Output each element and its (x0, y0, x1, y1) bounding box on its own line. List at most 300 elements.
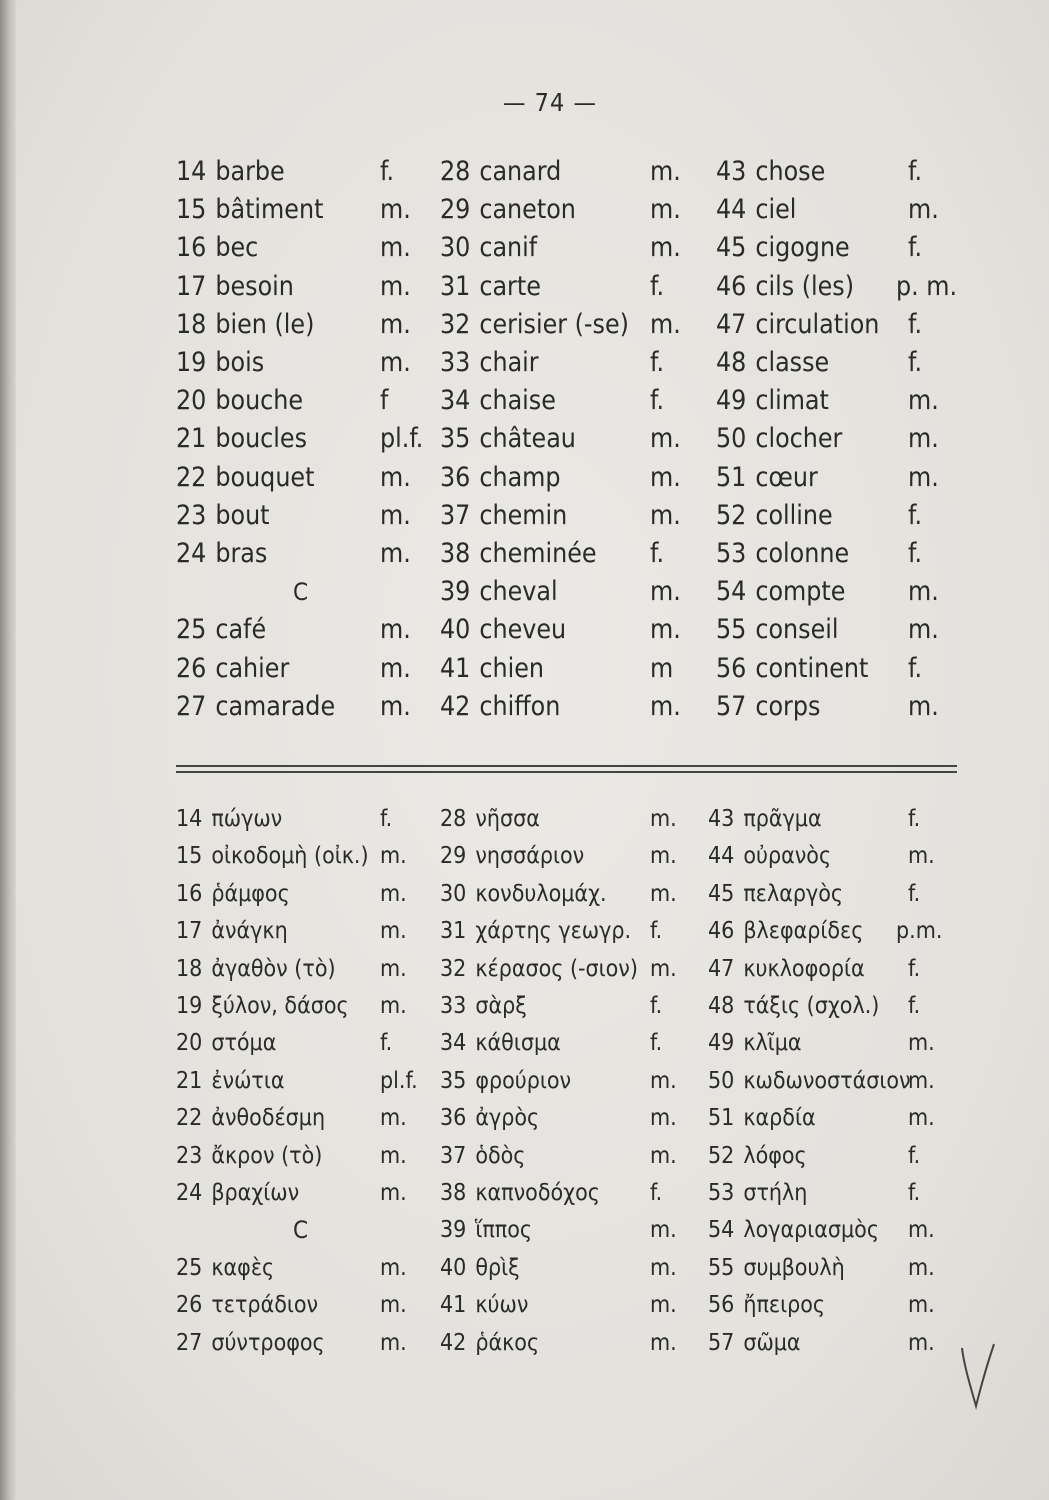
entry-number: 21 (176, 1067, 203, 1094)
entry-gender: f. (908, 806, 921, 832)
entry-gender: m. (380, 538, 411, 569)
entry-word: clocher (755, 423, 843, 455)
entry-number: 25 (176, 1254, 203, 1281)
entry-word: νῆσσα (475, 806, 540, 832)
entry-row (0, 1286, 1049, 1324)
entry-gender: f. (380, 156, 395, 187)
entry-gender: f. (650, 1180, 663, 1206)
entry-word: canif (479, 232, 538, 264)
entry-term (708, 987, 879, 1025)
entry-row (0, 950, 1049, 988)
entry-word: νησσάριον (475, 843, 585, 870)
entry-word: κάθισμα (475, 1030, 561, 1057)
entry-gender: m. (380, 1292, 407, 1319)
entry-word: climat (755, 385, 829, 417)
entry-term (716, 535, 849, 573)
entry-number: 25 (176, 614, 207, 646)
entry-term (708, 1249, 845, 1287)
entry-word: champ (479, 461, 561, 493)
entry-term (708, 837, 831, 875)
entry-number: 40 (440, 1254, 467, 1281)
entry-gender: m (650, 652, 674, 684)
entry-word: carte (479, 270, 541, 302)
entry-gender: m. (380, 690, 411, 722)
entry-gender: m. (908, 690, 939, 722)
entry-number: 20 (176, 385, 207, 417)
entry-gender: f. (908, 347, 923, 378)
entry-row (0, 1249, 1049, 1287)
entry-gender: m. (650, 461, 681, 493)
entry-term (708, 1137, 807, 1175)
entry-number: 49 (708, 1030, 735, 1057)
entry-gender: m. (380, 1180, 407, 1206)
entry-word: λογαριασμὸς (743, 1217, 879, 1244)
entry-number: 38 (440, 538, 471, 569)
entry-number: 26 (176, 652, 207, 684)
entry-number: 48 (708, 993, 735, 1019)
handwritten-check-mark (958, 1340, 998, 1410)
entry-word: barbe (215, 156, 285, 187)
entry-row (0, 987, 1049, 1025)
entry-word: καφὲς (211, 1254, 275, 1281)
entry-term (716, 420, 842, 458)
entry-row (0, 1024, 1049, 1062)
entry-word: bec (215, 232, 259, 264)
entry-number: 43 (716, 156, 747, 187)
entry-term (708, 912, 863, 950)
entry-word: ξύλον, δάσος (211, 993, 349, 1019)
entry-gender: pl.f. (380, 423, 424, 455)
separator-rule-top (176, 765, 957, 767)
entry-row (0, 837, 1049, 875)
entry-word: ciel (755, 194, 797, 226)
entry-term (708, 1099, 816, 1137)
entry-word: βλεφαρίδες (743, 918, 864, 945)
entry-word: chaise (479, 385, 556, 417)
entry-term (708, 1286, 825, 1324)
entry-number: 50 (716, 423, 747, 455)
entry-word: ἀγρὸς (475, 1105, 540, 1132)
entry-number: 42 (440, 690, 471, 722)
entry-term (716, 191, 796, 229)
entry-number: 21 (176, 423, 207, 455)
entry-number: 27 (176, 690, 207, 722)
entry-gender: m. (380, 1254, 407, 1281)
entry-number: 33 (440, 993, 467, 1019)
entry-word: ἐνώτια (211, 1067, 285, 1094)
entry-word: bâtiment (215, 194, 324, 226)
entry-word: café (215, 614, 267, 646)
entry-gender: m. (650, 308, 681, 340)
entry-gender: m. (650, 194, 681, 226)
entry-gender: m. (380, 232, 411, 264)
entry-gender: m. (650, 843, 677, 870)
entry-word: circulation (755, 308, 880, 340)
entry-gender: m. (908, 194, 939, 226)
entry-word: chiffon (479, 690, 561, 722)
entry-gender: p. m. (896, 270, 958, 302)
entry-term (716, 688, 820, 726)
entry-word: canard (479, 156, 562, 187)
entry-number: 55 (708, 1254, 735, 1281)
entry-gender: m. (908, 461, 939, 493)
entry-number: 33 (440, 347, 471, 378)
entry-gender: f. (908, 880, 921, 907)
entry-word: κύων (475, 1292, 529, 1319)
entry-word: οὐρανὸς (743, 843, 832, 870)
entry-number: 30 (440, 232, 471, 264)
entry-row (0, 1324, 1049, 1362)
entry-gender: f. (908, 1180, 921, 1206)
entry-word: συμβουλὴ (743, 1254, 845, 1281)
entry-number: 53 (716, 538, 747, 569)
entry-gender: m. (650, 232, 681, 264)
entry-number: 20 (176, 1030, 203, 1057)
entry-gender: f. (908, 652, 923, 684)
entry-gender: f. (908, 232, 923, 264)
entry-number: 28 (440, 806, 467, 832)
entry-gender: m. (650, 156, 681, 187)
entry-gender: f. (908, 156, 923, 187)
entry-gender: m. (650, 1067, 677, 1094)
entry-word: κυκλοφορία (743, 955, 865, 982)
entry-word: bras (215, 538, 268, 569)
entry-term (716, 268, 854, 306)
entry-number: 40 (440, 614, 471, 646)
entry-number: 39 (440, 1217, 467, 1244)
entry-row (0, 306, 1049, 344)
entry-gender: m. (650, 423, 681, 455)
entry-gender: m. (908, 1292, 935, 1319)
entry-term (716, 306, 879, 344)
entry-word: caneton (479, 194, 576, 226)
entry-number: 38 (440, 1180, 467, 1206)
entry-gender: f. (650, 385, 665, 417)
entry-number: 35 (440, 423, 471, 455)
entry-number: 44 (716, 194, 747, 226)
entry-word: πώγων (211, 806, 283, 832)
entry-number: 35 (440, 1067, 467, 1094)
entry-word: κωδωνοστάσιον (743, 1067, 911, 1094)
entry-word: σύντροφος (211, 1329, 325, 1356)
entry-number: 30 (440, 880, 467, 907)
entry-gender: m. (908, 614, 939, 646)
entry-gender: m. (380, 843, 407, 870)
entry-word: ἄκρον (τὸ) (211, 1142, 323, 1169)
entry-number: 42 (440, 1329, 467, 1356)
entry-number: 56 (708, 1292, 735, 1319)
entry-row (0, 420, 1049, 458)
entry-word: κονδυλομάχ. (475, 880, 607, 907)
entry-row (0, 229, 1049, 267)
entry-gender: f. (908, 308, 923, 340)
entry-word: σὰρξ (475, 993, 527, 1019)
entry-word: chien (479, 652, 544, 684)
entry-gender: m. (380, 270, 411, 302)
entry-term (708, 1174, 807, 1212)
entry-number: 27 (176, 1329, 203, 1356)
entry-word: ἀνάγκη (211, 918, 288, 945)
entry-term (716, 344, 829, 382)
entry-row (0, 191, 1049, 229)
entry-word: καρδία (743, 1105, 816, 1132)
entry-number: 48 (716, 347, 747, 378)
entry-number: 19 (176, 347, 207, 378)
entry-number: 37 (440, 499, 471, 531)
entry-row (0, 1099, 1049, 1137)
entry-word: classe (755, 347, 830, 378)
entry-gender: m. (908, 385, 939, 417)
entry-number: 41 (440, 1292, 467, 1319)
entry-word: φρούριον (475, 1067, 572, 1094)
entry-number: 45 (708, 880, 735, 907)
entry-gender: m. (380, 1142, 407, 1169)
entry-word: bois (215, 347, 265, 378)
entry-row (0, 1174, 1049, 1212)
entry-word: ἀγαθὸν (τὸ) (211, 955, 336, 982)
entry-word: cahier (215, 652, 290, 684)
entry-number: 39 (440, 576, 471, 608)
entry-gender: m. (380, 955, 407, 982)
entry-number: 18 (176, 308, 207, 340)
separator-rule-bottom (176, 771, 957, 773)
entry-number: 47 (716, 308, 747, 340)
entry-word: οἰκοδομὴ (οἰκ.) (211, 843, 369, 870)
entry-gender: m. (380, 993, 407, 1019)
entry-gender: m. (380, 194, 411, 226)
entry-word: bien (le) (215, 308, 315, 340)
entry-word: cœur (755, 461, 818, 493)
entry-row (0, 611, 1049, 649)
entry-number: 44 (708, 843, 735, 870)
entry-number: 53 (708, 1180, 735, 1206)
entry-word: chose (755, 156, 826, 187)
entry-word: colonne (755, 538, 850, 569)
entry-gender: m. (380, 347, 411, 378)
entry-term (708, 1024, 802, 1062)
section-letter: C (293, 1216, 309, 1245)
entry-number: 51 (716, 461, 747, 493)
entry-word: στόμα (211, 1030, 277, 1057)
entry-number: 23 (176, 1142, 203, 1169)
entry-gender: f. (650, 1030, 663, 1057)
entry-number: 52 (716, 499, 747, 531)
entry-word: καπνοδόχος (475, 1180, 600, 1206)
entry-row (0, 268, 1049, 306)
entry-term (716, 650, 868, 688)
entry-number: 26 (176, 1292, 203, 1319)
entry-gender: f. (908, 955, 921, 982)
entry-word: ὁδὸς (475, 1142, 526, 1169)
entry-row (0, 650, 1049, 688)
entry-gender: f (380, 385, 389, 417)
entry-gender: f. (908, 1142, 921, 1169)
entry-word: λόφος (743, 1142, 807, 1169)
entry-word: κέρασος (-σιον) (475, 955, 638, 982)
entry-number: 16 (176, 232, 207, 264)
entry-row (0, 535, 1049, 573)
entry-gender: m. (380, 308, 411, 340)
entry-number: 32 (440, 308, 471, 340)
entry-word: ῥάκος (475, 1329, 540, 1356)
entry-gender: m. (650, 806, 677, 832)
entry-term (716, 497, 833, 535)
entry-number: 50 (708, 1067, 735, 1094)
entry-gender: f. (380, 806, 393, 832)
entry-number: 24 (176, 538, 207, 569)
entry-number: 31 (440, 918, 467, 945)
entry-row (0, 382, 1049, 420)
entry-number: 57 (716, 690, 747, 722)
entry-number: 46 (708, 918, 735, 945)
entry-number: 15 (176, 194, 207, 226)
entry-gender: m. (650, 576, 681, 608)
entry-gender: m. (650, 690, 681, 722)
entry-word: cheval (479, 576, 558, 608)
entry-gender: f. (650, 270, 665, 302)
entry-word: βραχίων (211, 1180, 300, 1206)
entry-number: 57 (708, 1329, 735, 1356)
entry-number: 55 (716, 614, 747, 646)
entry-number: 46 (716, 270, 747, 302)
entry-number: 34 (440, 385, 471, 417)
entry-term (708, 950, 865, 988)
entry-number: 36 (440, 1105, 467, 1132)
entry-gender: f. (908, 499, 923, 531)
entry-row (0, 344, 1049, 382)
entry-word: cils (les) (755, 270, 855, 302)
entry-number: 22 (176, 1105, 203, 1132)
entry-gender: m. (650, 1254, 677, 1281)
entry-word: ἀνθοδέσμη (211, 1105, 326, 1132)
section-row (0, 1211, 1049, 1249)
section-letter: C (293, 578, 309, 607)
entry-word: cheveu (479, 614, 567, 646)
entry-number: 51 (708, 1105, 735, 1132)
entry-word: bouche (215, 385, 304, 417)
entry-gender: m. (908, 576, 939, 608)
entry-word: corps (755, 690, 821, 722)
entry-term (708, 1324, 801, 1362)
entry-number: 23 (176, 499, 207, 531)
entry-word: cheminée (479, 538, 597, 569)
entry-number: 32 (440, 955, 467, 982)
entry-word: ἵππος (475, 1217, 533, 1244)
entry-word: bout (215, 499, 270, 531)
entry-number: 31 (440, 270, 471, 302)
entry-word: χάρτης γεωγρ. (475, 918, 632, 945)
entry-row (0, 688, 1049, 726)
entry-gender: f. (908, 538, 923, 569)
entry-word: ῥάμφος (211, 880, 290, 907)
entry-gender: m. (380, 614, 411, 646)
entry-gender: m. (908, 1030, 935, 1057)
entry-term (716, 153, 825, 191)
entry-gender: m. (380, 1329, 407, 1356)
entry-gender: m. (380, 499, 411, 531)
entry-gender: m. (908, 1254, 935, 1281)
entry-number: 14 (176, 156, 207, 187)
entry-word: cerisier (-se) (479, 308, 629, 340)
entry-number: 19 (176, 993, 203, 1019)
section-row (0, 573, 1049, 611)
entry-row (0, 153, 1049, 191)
entry-gender: m. (908, 1217, 935, 1244)
entry-number: 45 (716, 232, 747, 264)
entry-term (716, 229, 850, 267)
entry-gender: m. (908, 1105, 935, 1132)
entry-number: 52 (708, 1142, 735, 1169)
entry-row (0, 800, 1049, 838)
entry-gender: p.m. (896, 918, 943, 945)
entry-gender: m. (650, 1292, 677, 1319)
entry-number: 47 (708, 955, 735, 982)
entry-gender: m. (650, 1142, 677, 1169)
entry-number: 29 (440, 843, 467, 870)
entry-gender: m. (908, 843, 935, 870)
entry-word: bouquet (215, 461, 315, 493)
entry-gender: f. (650, 993, 663, 1019)
entry-word: τετράδιον (211, 1292, 319, 1319)
entry-word: πρᾶγμα (743, 806, 822, 832)
entry-gender: m. (908, 423, 939, 455)
entry-number: 28 (440, 156, 471, 187)
entry-word: compte (755, 576, 846, 608)
entry-word: colline (755, 499, 833, 531)
entry-word: ἤπειρος (743, 1292, 826, 1319)
entry-row (0, 1137, 1049, 1175)
entry-number: 16 (176, 880, 203, 907)
entry-gender: m. (650, 614, 681, 646)
entry-number: 29 (440, 194, 471, 226)
entry-word: στήλη (743, 1180, 808, 1206)
entry-gender: f. (650, 538, 665, 569)
entry-term (716, 611, 839, 649)
entry-term (716, 382, 829, 420)
entry-number: 14 (176, 806, 203, 832)
entry-gender: m. (650, 955, 677, 982)
entry-word: besoin (215, 270, 294, 302)
entry-gender: m. (650, 499, 681, 531)
entry-number: 41 (440, 652, 471, 684)
entry-gender: m. (380, 1105, 407, 1132)
entry-word: θρὶξ (475, 1254, 520, 1281)
entry-row (0, 1062, 1049, 1100)
entry-gender: f. (908, 993, 921, 1019)
entry-number: 22 (176, 461, 207, 493)
entry-number: 49 (716, 385, 747, 417)
entry-word: château (479, 423, 576, 455)
entry-number: 43 (708, 806, 735, 832)
entry-number: 17 (176, 918, 203, 945)
entry-gender: f. (650, 918, 663, 945)
entry-gender: m. (908, 1329, 935, 1356)
entry-row (0, 459, 1049, 497)
entry-word: σῶμα (743, 1329, 801, 1356)
entry-gender: m. (650, 1217, 677, 1244)
entry-gender: m. (380, 880, 407, 907)
entry-gender: m. (650, 1105, 677, 1132)
entry-gender: m. (650, 1329, 677, 1356)
entry-term (708, 1062, 911, 1100)
entry-number: 36 (440, 461, 471, 493)
entry-number: 54 (716, 576, 747, 608)
entry-word: boucles (215, 423, 308, 455)
entry-word: continent (755, 652, 869, 684)
entry-number: 56 (716, 652, 747, 684)
entry-term (708, 875, 843, 913)
entry-gender: m. (380, 918, 407, 945)
